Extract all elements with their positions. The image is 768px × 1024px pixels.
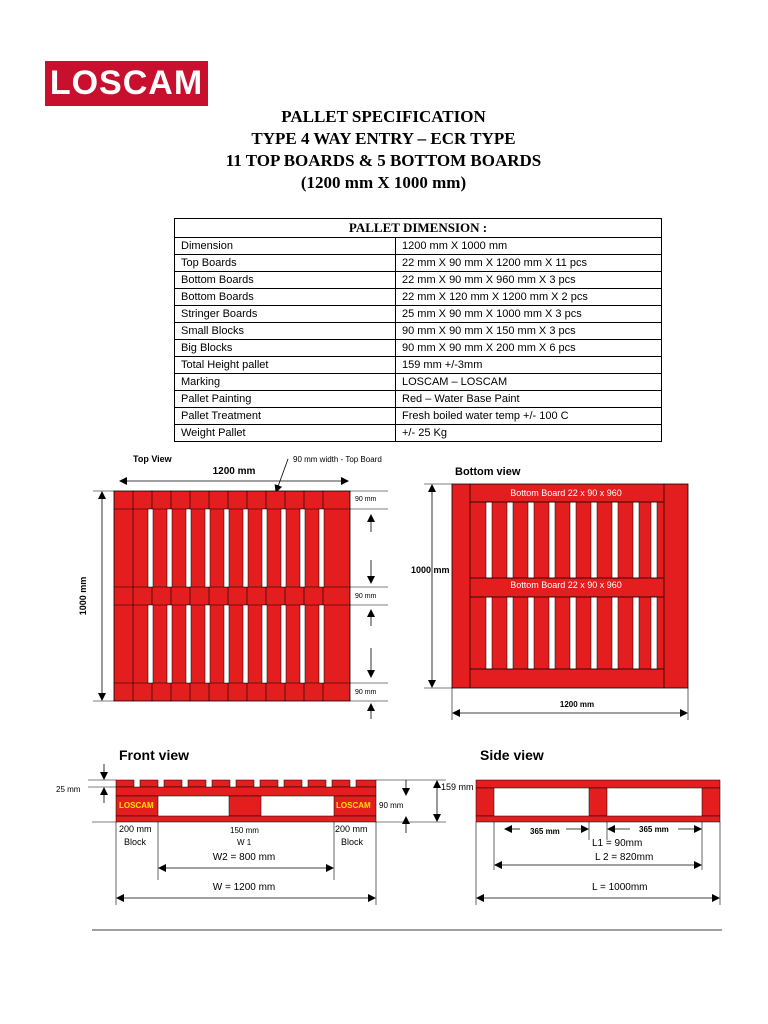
title-line-4: (1200 mm X 1000 mm) bbox=[300, 173, 467, 192]
bottom-board-label-1: Bottom Board 22 x 90 x 960 bbox=[510, 488, 622, 498]
row-label: Dimension bbox=[175, 238, 396, 255]
row-value: 22 mm X 90 mm X 960 mm X 3 pcs bbox=[396, 272, 662, 289]
block-label-3: 90 mm bbox=[355, 689, 377, 696]
row-label: Total Height pallet bbox=[175, 357, 396, 374]
row-label: Stringer Boards bbox=[175, 306, 396, 323]
bottom-view-width-label: 1200 mm bbox=[559, 700, 595, 709]
top-view-height-label: 1000 mm bbox=[78, 576, 88, 616]
block-label-1: 90 mm bbox=[355, 496, 377, 503]
right-block-size: 200 mm bbox=[335, 824, 368, 834]
left-block-word: Block bbox=[124, 837, 147, 847]
logo-text: LOSCAM bbox=[49, 64, 204, 102]
right-block-word: Block bbox=[341, 837, 364, 847]
row-value: +/- 25 Kg bbox=[396, 425, 662, 442]
side-view-drawing bbox=[476, 747, 720, 905]
top-board-note: 90 mm width - Top Board bbox=[293, 455, 382, 464]
row-label: Pallet Treatment bbox=[175, 408, 396, 425]
l2-label: L 2 = 820mm bbox=[595, 852, 654, 863]
total-height-label: 159 mm bbox=[441, 782, 474, 792]
w-label: W = 1200 mm bbox=[212, 882, 276, 893]
title-line-2: TYPE 4 WAY ENTRY – ECR TYPE bbox=[251, 129, 516, 148]
row-value: Fresh boiled water temp +/- 100 C bbox=[396, 408, 662, 425]
table-header: PALLET DIMENSION : bbox=[175, 219, 662, 238]
marking-right: LOSCAM bbox=[336, 801, 371, 810]
row-label: Big Blocks bbox=[175, 340, 396, 357]
side-view-title: Side view bbox=[480, 747, 544, 763]
row-value: Red – Water Base Paint bbox=[396, 391, 662, 408]
top-board-thickness-label: 25 mm bbox=[56, 785, 81, 794]
left-block-size: 200 mm bbox=[119, 824, 152, 834]
block-label-2: 90 mm bbox=[355, 593, 377, 600]
bottom-view-height-label: 1000 mm bbox=[411, 565, 450, 575]
row-label: Bottom Boards bbox=[175, 272, 396, 289]
side-gap-left: 365 mm bbox=[530, 827, 560, 836]
title-line-1: PALLET SPECIFICATION bbox=[281, 107, 486, 126]
row-value: 1200 mm X 1000 mm bbox=[396, 238, 662, 255]
row-value: LOSCAM – LOSCAM bbox=[396, 374, 662, 391]
front-view-title: Front view bbox=[119, 747, 190, 763]
block-height-label: 90 mm bbox=[379, 801, 404, 810]
bottom-view-title: Bottom view bbox=[455, 466, 521, 478]
top-view-drawing bbox=[78, 454, 388, 719]
row-label: Bottom Boards bbox=[175, 289, 396, 306]
row-value: 159 mm +/-3mm bbox=[396, 357, 662, 374]
row-value: 90 mm X 90 mm X 200 mm X 6 pcs bbox=[396, 340, 662, 357]
row-label: Pallet Painting bbox=[175, 391, 396, 408]
mid-block-word: W 1 bbox=[237, 838, 252, 847]
title-line-3: 11 TOP BOARDS & 5 BOTTOM BOARDS bbox=[225, 151, 542, 170]
row-value: 90 mm X 90 mm X 150 mm X 3 pcs bbox=[396, 323, 662, 340]
row-value: 22 mm X 120 mm X 1200 mm X 2 pcs bbox=[396, 289, 662, 306]
top-view-title: Top View bbox=[133, 454, 172, 464]
front-view-drawing bbox=[56, 747, 474, 905]
board-note-leader bbox=[276, 459, 288, 492]
row-value: 22 mm X 90 mm X 1200 mm X 11 pcs bbox=[396, 255, 662, 272]
row-label: Top Boards bbox=[175, 255, 396, 272]
bottom-view-drawing bbox=[411, 466, 688, 720]
l1-label: L1 = 90mm bbox=[592, 838, 643, 849]
marking-left: LOSCAM bbox=[119, 801, 154, 810]
row-value: 25 mm X 90 mm X 1000 mm X 3 pcs bbox=[396, 306, 662, 323]
side-gap-right: 365 mm bbox=[639, 825, 669, 834]
w2-label: W2 = 800 mm bbox=[212, 852, 276, 863]
row-label: Weight Pallet bbox=[175, 425, 396, 442]
mid-block-size: 150 mm bbox=[230, 826, 259, 835]
row-label: Marking bbox=[175, 374, 396, 391]
l-label: L = 1000mm bbox=[592, 882, 648, 893]
top-view-width-label: 1200 mm bbox=[212, 466, 256, 477]
row-label: Small Blocks bbox=[175, 323, 396, 340]
bottom-board-label-2: Bottom Board 22 x 90 x 960 bbox=[510, 580, 622, 590]
